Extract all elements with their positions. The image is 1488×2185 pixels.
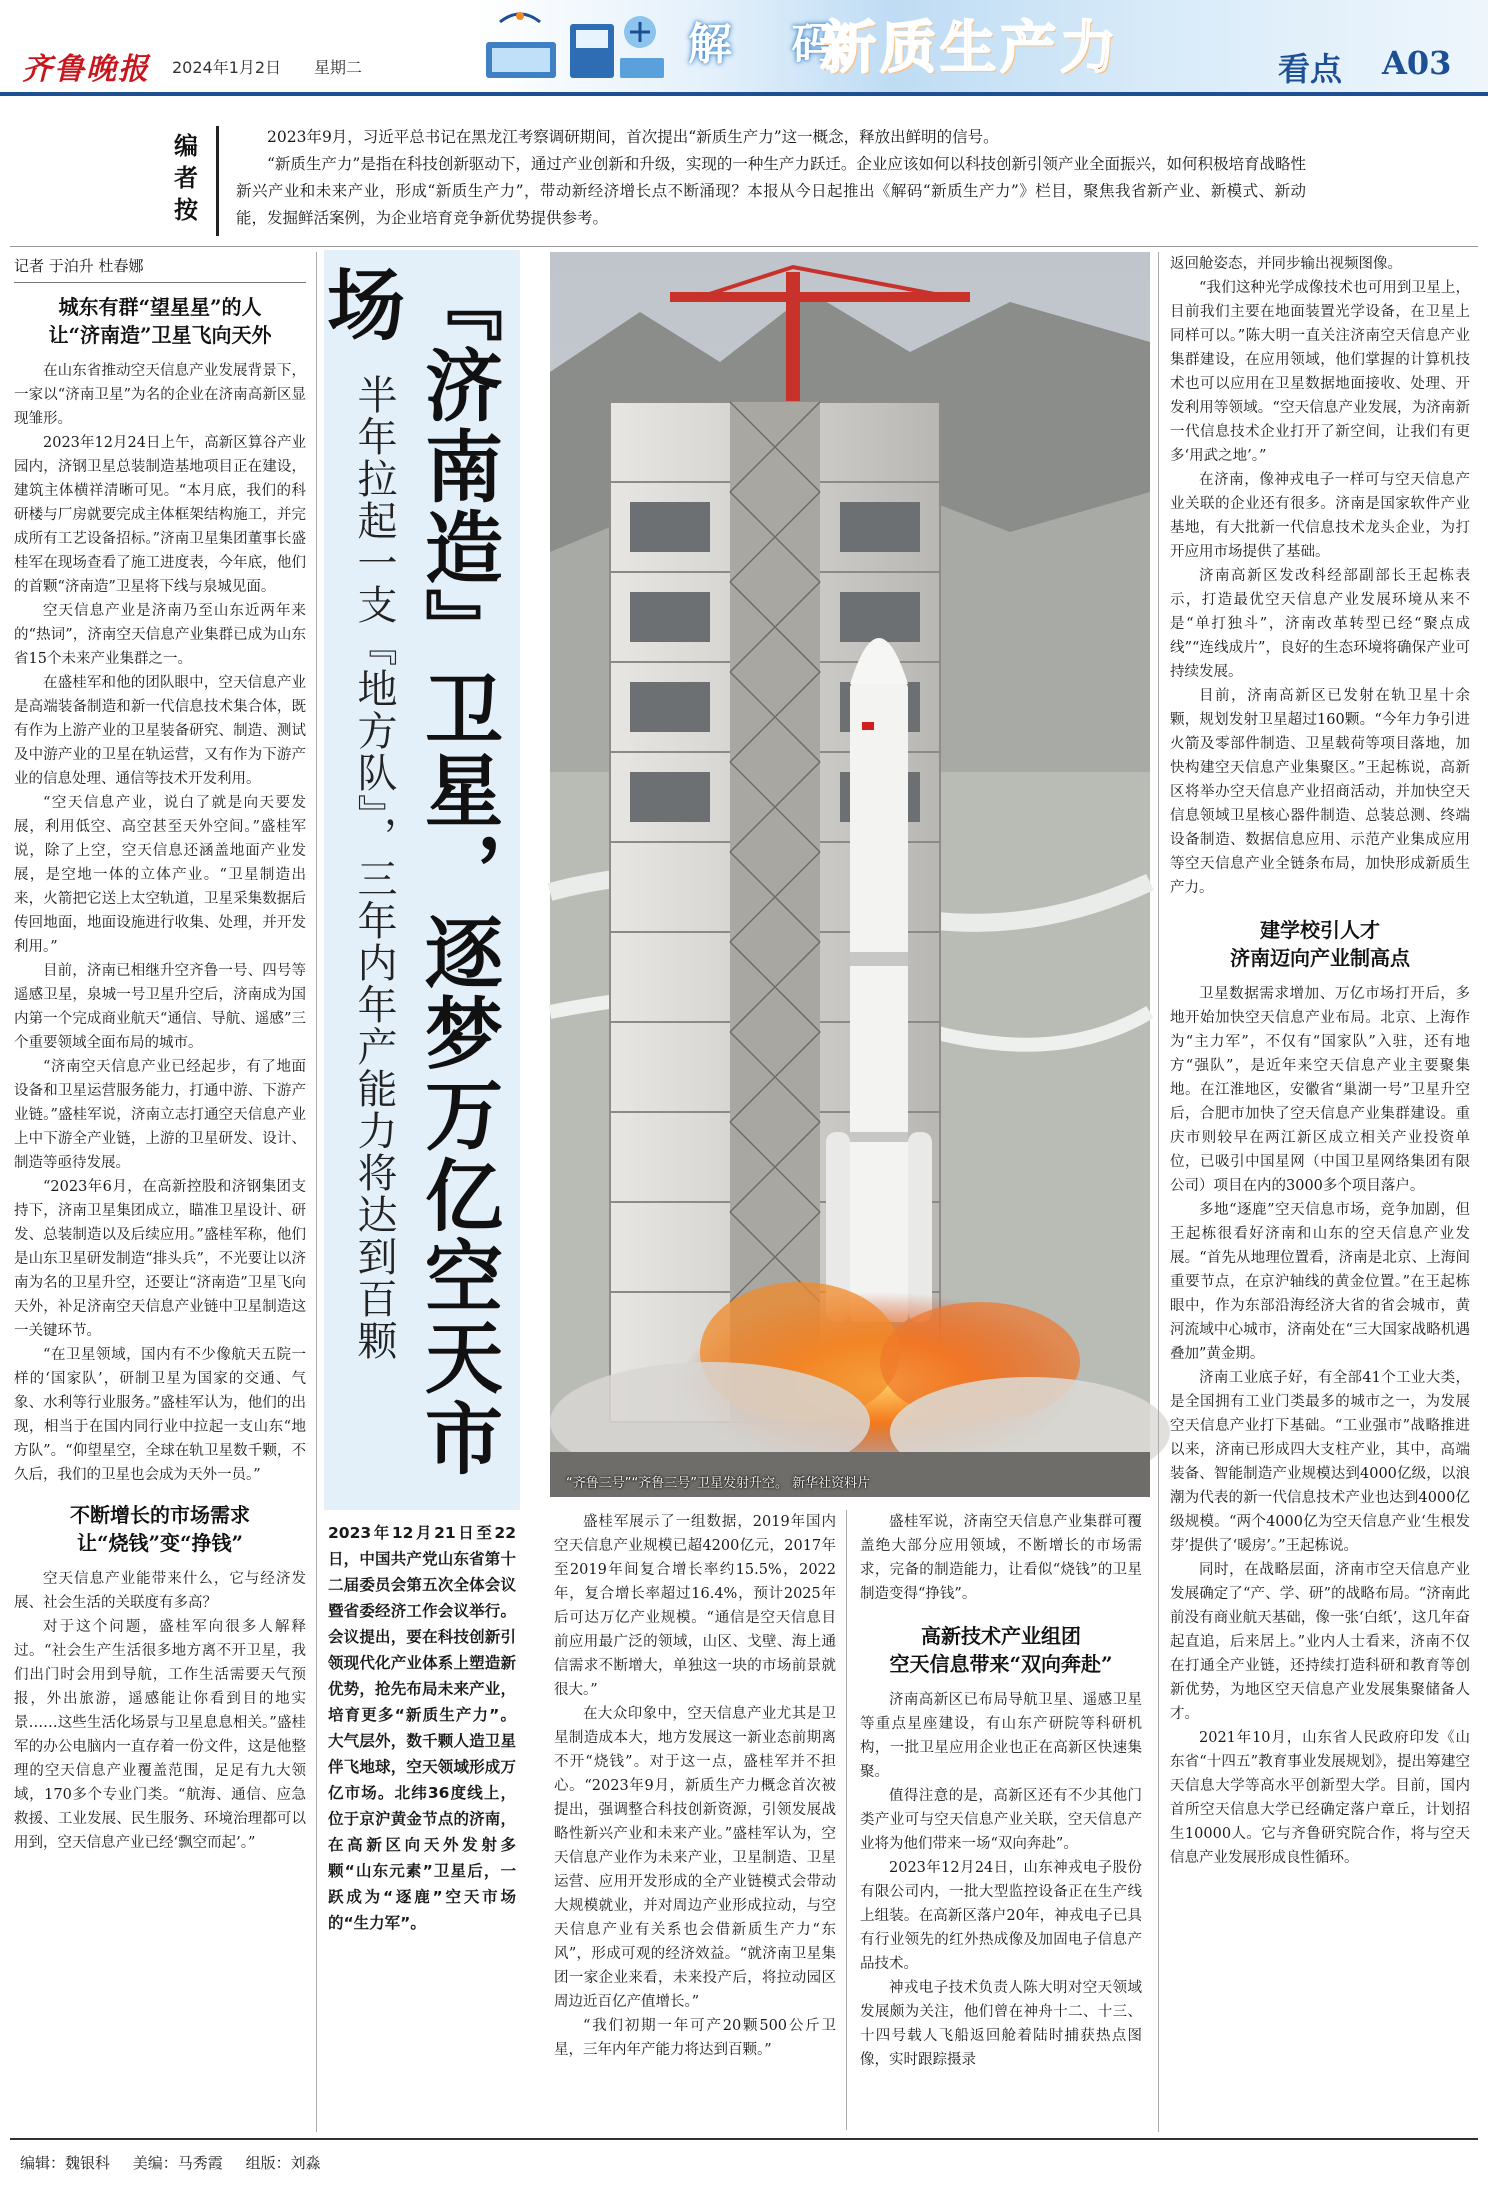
section-divider — [10, 246, 1478, 247]
paragraph: 多地“逐鹿”空天信息市场，竞争加剧，但王起栋很看好济南和山东的空天信息产业发展。“首先从地理位置看，济南是北京、上海间重要节点，在京沪轴线的黄金位置。”在王起栋眼中，作为东部沿海经济大省的省会城市，黄河流域中心城市，济南处在“三大国家战略机遇叠加”黄金期。 — [1170, 1202, 1470, 1362]
paragraph: 同时，在战略层面，济南市空天信息产业发展确定了“产、学、研”的战略布局。“济南此前没有商业航天基础，像一张‘白纸’，这几年奋起直追，后来居上。”业内人士看来，济南不仅在打通全产业链，还持续打造科研和教育等创新优势，为地区空天信息产业发展集聚储备人才。 — [1170, 1562, 1470, 1722]
paragraph: 2021年10月，山东省人民政府印发《山东省“十四五”教育事业发展规划》，提出筹建空天信息大学等高水平创新型大学。目前，国内首所空天信息大学已经确定落户章丘，计划招生10000人。它与齐鲁研究院合作，将与空天信息产业发展形成良性循环。 — [1170, 1730, 1470, 1866]
rocket-launch-image — [550, 252, 1150, 1497]
technology-illustration-icon — [480, 2, 670, 88]
editor-note — [236, 124, 1306, 232]
column-divider — [316, 252, 317, 2132]
article-column-4 — [860, 1510, 1142, 2070]
article-column-1 — [14, 252, 306, 2052]
photo-caption: “齐鲁三号”“齐鲁三号”卫星发射升空。 新华社资料片 — [566, 1476, 871, 1491]
subheading: 高新技术产业组团 空天信息带来“双向奔赴” — [889, 1624, 1113, 1676]
subheading: 不断增长的市场需求 让“烧钱”变“挣钱” — [70, 1503, 250, 1555]
headline: 『济南造』卫星，逐梦万亿空天市场 — [314, 264, 502, 1479]
paragraph: 在济南，像神戎电子一样可与空天信息产业关联的企业还有很多。济南是国家软件产业基地，有大批新一代信息技术龙头企业，为打开应用市场提供了基础。 — [1170, 472, 1470, 560]
paragraph: 在大众印象中，空天信息产业尤其是卫星制造成本大，地方发展这一新业态前期离不开“烧钱”。对于这一点，盛桂军并不担心。“2023年9月，新质生产力概念首次被提出，强调整合科技创新资源，引领发展战略性新兴产业和未来产业。”盛桂军认为，空天信息产业作为未来产业，卫星制造、卫星运营、应用开发形成的全产业链模式会带动大规模就业，并对周边产业形成拉动，与空天信息产业有关系也会借新质生产力“东风”，形成可观的经济效益。“就济南卫星集团一家企业来看，未来投产后，将拉动园区周边近百亿产值增长。” — [554, 1706, 836, 2010]
paragraph: 空天信息产业能带来什么，它与经济发展、社会生活的关联度有多高？ — [14, 1571, 306, 1611]
paragraph: 返回舱姿态，并同步输出视频图像。 — [1170, 256, 1402, 272]
issue-date: 2024年1月2日 — [172, 58, 282, 77]
paragraph: “济南空天信息产业已经起步，有了地面设备和卫星运营服务能力，打通中游、下游产业链。”盛桂军说，济南立志打通空天信息产业上中下游全产业链，上游的卫星研发、设计、制造等亟待发展。 — [14, 1059, 306, 1171]
paragraph: 值得注意的是，高新区还有不少其他门类产业可与空天信息产业关联，空天信息产业将为他们带来一场“双向奔赴”。 — [860, 1788, 1142, 1852]
editor-credit: 编辑：魏银科 — [20, 2154, 111, 2172]
page-number: A03 — [1382, 44, 1452, 82]
designer-credit: 美编：马秀霞 — [132, 2154, 223, 2172]
layout-credit: 组版：刘淼 — [245, 2154, 321, 2172]
footer-divider — [10, 2138, 1478, 2140]
paragraph: 神戎电子技术负责人陈大明对空天领域发展颇为关注，他们曾在神舟十二、十三、十四号载人飞船返回舱着陆时捕获热点图像，实时跟踪摄录 — [860, 1980, 1142, 2068]
paragraph: “在卫星领域，国内有不少像航天五院一样的‘国家队’，研制卫星为国家的交通、气象、水利等行业服务。”盛桂军认为，他们的出现，相当于在国内同行业中拉起一支山东“地方队”。“仰望星空，全球在轨卫星数千颗，不久后，我们的卫星也会成为天外一员。” — [14, 1347, 306, 1483]
paragraph: 济南高新区已布局导航卫星、遥感卫星等重点星座建设，有山东产研院等科研机构，一批卫星应用企业也正在高新区快速集聚。 — [860, 1692, 1142, 1780]
section-title: 新质生产力 — [820, 16, 1120, 81]
paragraph: 空天信息产业是济南乃至山东近两年来的“热词”，济南空天信息产业集群已成为山东省15个未来产业集群之一。 — [14, 603, 306, 667]
editor-note-divider — [216, 126, 219, 236]
paragraph: “2023年6月，在高新控股和济钢集团支持下，济南卫星集团成立，瞄准卫星设计、研发、总装制造以及后续应用。”盛桂军称，他们是山东卫星研发制造“排头兵”，不光要让以济南为名的卫星升空，还要让“济南造”卫星飞向天外，补足济南空天信息产业链中卫星制造这一关键环节。 — [14, 1179, 306, 1339]
rocket-launch-photo — [550, 252, 1150, 1497]
paragraph: 盛桂军说，济南空天信息产业集群可覆盖绝大部分应用领域，不断增长的市场需求，完备的制造能力，让看似“烧钱”的卫星制造变得“挣钱”。 — [860, 1514, 1142, 1602]
paragraph: “我们这种光学成像技术也可用到卫星上，目前我们主要在地面装置光学设备，在卫星上同样可以。”陈大明一直关注济南空天信息产业集群建设，在应用领域，他们掌握的计算机技术也可以应用在卫星数据地面接收、处理、开发利用等领域。“空天信息产业发展，为济南新一代信息技术企业打开了新空间，让我们有更多‘用武之地’。” — [1170, 280, 1470, 464]
byline: 记者 于泊升 杜春娜 — [14, 257, 144, 275]
paragraph: 目前，济南高新区已发射在轨卫星十余颗，规划发射卫星超过160颗。“今年力争引进火箭及零部件制造、卫星载荷等项目落地，加快构建空天信息产业集聚区。”王起栋说，高新区将举办空天信息产业招商活动，并加快空天信息领域卫星核心器件制造、总装总测、终端设备制造、数据信息应用、示范产业集成应用等空天信息产业全链条布局，加快形成新质生产力。 — [1170, 688, 1470, 896]
issue-weekday: 星期二 — [314, 58, 363, 77]
paragraph: “空天信息产业，说白了就是向天要发展，利用低空、高空甚至天外空间。”盛桂军说，除了上空，空天信息还涵盖地面产业发展，是空地一体的立体产业。“卫星制造出来，火箭把它送上太空轨道，卫星采集数据后传回地面，地面设施进行收集、处理，并开发利用。” — [14, 795, 306, 955]
paragraph: 在盛桂军和他的团队眼中，空天信息产业是高端装备制造和新一代信息技术集合体，既有作为上游产业的卫星装备研究、制造、测试及中游产业的卫星在轨运营，又有作为下游产业的信息处理、通信等技术开发利用。 — [14, 675, 306, 787]
masthead — [0, 0, 1488, 92]
paragraph: 2023年12月24日上午，高新区算谷产业园内，济钢卫星总装制造基地项目正在建设，建筑主体横祥清晰可见。“本月底，我们的科研楼与厂房就要完成主体框架结构施工，并完成所有工艺设备招标。”济南卫星集团董事长盛桂军在现场查看了施工进度表，今年底，他们的首颗“济南造”卫星将下线与泉城见面。 — [14, 435, 306, 595]
paragraph: 目前，济南已相继升空齐鲁一号、四号等遥感卫星，泉城一号卫星升空后，济南成为国内第一个完成商业航天“通信、导航、遥感”三个重要领域全面布局的城市。 — [14, 963, 306, 1051]
headline-box — [314, 250, 520, 1510]
newspaper-logo: 齐鲁晚报 — [22, 52, 150, 87]
paragraph: “我们初期一年可产20颗500公斤卫星，三年内年产能力将达到百颗。” — [554, 2018, 836, 2058]
editor-note-paragraph: 2023年9月，习近平总书记在黑龙江考察调研期间，首次提出“新质生产力”这一概念，释放出鲜明的信号。 — [267, 128, 999, 146]
article-column-5 — [1170, 252, 1470, 2072]
article-column-3 — [554, 1510, 836, 2070]
page-section: 看点 — [1278, 50, 1343, 88]
lead-paragraph: 2023年12月21日至22日，中国共产党山东省第十二届委员会第五次全体会议暨省委经济工作会议举行。会议提出，要在科技创新引领现代化产业体系上塑造新优势，抢先布局未来产业，培育更多“新质生产力”。大气层外，数千颗人造卫星伴飞地球，空天领域形成万亿市场。北纬36度线上，位于京沪黄金节点的济南，在高新区向天外发射多颗“山东元素”卫星后，一跃成为“逐鹿”空天市场的“生力军”。 — [328, 1524, 516, 1932]
column-divider — [846, 1510, 847, 2130]
editor-note-paragraph: “新质生产力”是指在科技创新驱动下，通过产业创新和升级，实现的一种生产力跃迁。企业应该如何以科技创新引领产业全面振兴，如何积极培育战略性新兴产业和未来产业，形成“新质生产力”，带动新经济增长点不断涌现？本报从今日起推出《解码“新质生产力”》栏目，聚焦我省新产业、新模式、新动能，发掘鲜活案例，为企业培育竞争新优势提供参考。 — [236, 155, 1306, 227]
editor-note-label: 编者按 — [174, 131, 198, 224]
masthead-rule — [0, 92, 1488, 96]
paragraph: 济南高新区发改科经部副部长王起栋表示，打造最优空天信息产业发展环境从来不是“单打独斗”，济南改革转型已经“聚点成线”“连线成片”，良好的生态环境将确保产业可持续发展。 — [1170, 568, 1470, 680]
section-label: 解 码 — [688, 19, 858, 70]
byline-divider — [14, 282, 306, 283]
paragraph: 2023年12月24日，山东神戎电子股份有限公司内，一批大型监控设备正在生产线上组装。在高新区落户20年，神戎电子已具有行业领先的红外热成像及加固电子信息产品技术。 — [860, 1860, 1142, 1972]
paragraph: 对于这个问题，盛桂军向很多人解释过。“社会生产生活很多地方离不开卫星，我们出门时会用到导航，工作生活需要天气预报，外出旅游，遥感能让你看到目的地实景……这些生活化场景与卫星息息相关。”盛桂军的办公电脑内一直存着一份文件，这是他整理的空天信息产业覆盖范围，足足有九大领域，170多个专业门类。“航海、通信、应急救援、工业发展、民生服务、环境治理都可以用到，空天信息产业已经‘飘空而起’。” — [14, 1619, 306, 1851]
subheading: 城东有群“望星星”的人 让“济南造”卫星飞向天外 — [48, 295, 272, 347]
subheading: 建学校引人才 济南迈向产业制高点 — [1230, 918, 1410, 970]
paragraph: 盛桂军展示了一组数据，2019年国内空天信息产业规模已超4200亿元，2017年至2019年间复合增长率约15.5%，2022年，复合增长率超过16.4%，预计2025年后可达万亿产业规模。“通信是空天信息目前应用最广泛的领域，山区、戈壁、海上通信需求不断增大，单独这一块的市场前景就很大。” — [554, 1514, 836, 1698]
paragraph: 卫星数据需求增加、万亿市场打开后，多地开始加快空天信息产业布局。北京、上海作为“主力军”，不仅有“国家队”入驻，还有地方“强队”，是近年来空天信息产业主要聚集地。在江淮地区，安徽省“巢湖一号”卫星升空后，合肥市加快了空天信息产业集群建设。重庆市则较早在两江新区成立相关产业投资单位，已吸引中国星网（中国卫星网络集团有限公司）项目在内的3000多个项目落户。 — [1170, 986, 1470, 1194]
subheadline: 半年拉起一支『地方队』，三年内年产能力将达到百颗 — [351, 374, 397, 1362]
paragraph: 在山东省推动空天信息产业发展背景下，一家以“济南卫星”为名的企业在济南高新区显现雏形。 — [14, 363, 306, 427]
footer-credits — [20, 2152, 339, 2173]
column-divider — [1158, 252, 1159, 2132]
paragraph: 济南工业底子好，有全部41个工业大类，是全国拥有工业门类最多的城市之一，为发展空天信息产业打下基础。“工业强市”战略推进以来，济南已形成四大支柱产业，其中，高端装备、智能制造产业规模达到4000亿级，以浪潮为代表的新一代信息技术产业也达到4000亿级规模。“两个4000亿为空天信息产业‘生根发芽’提供了‘暖房’。”王起栋说。 — [1170, 1370, 1470, 1554]
